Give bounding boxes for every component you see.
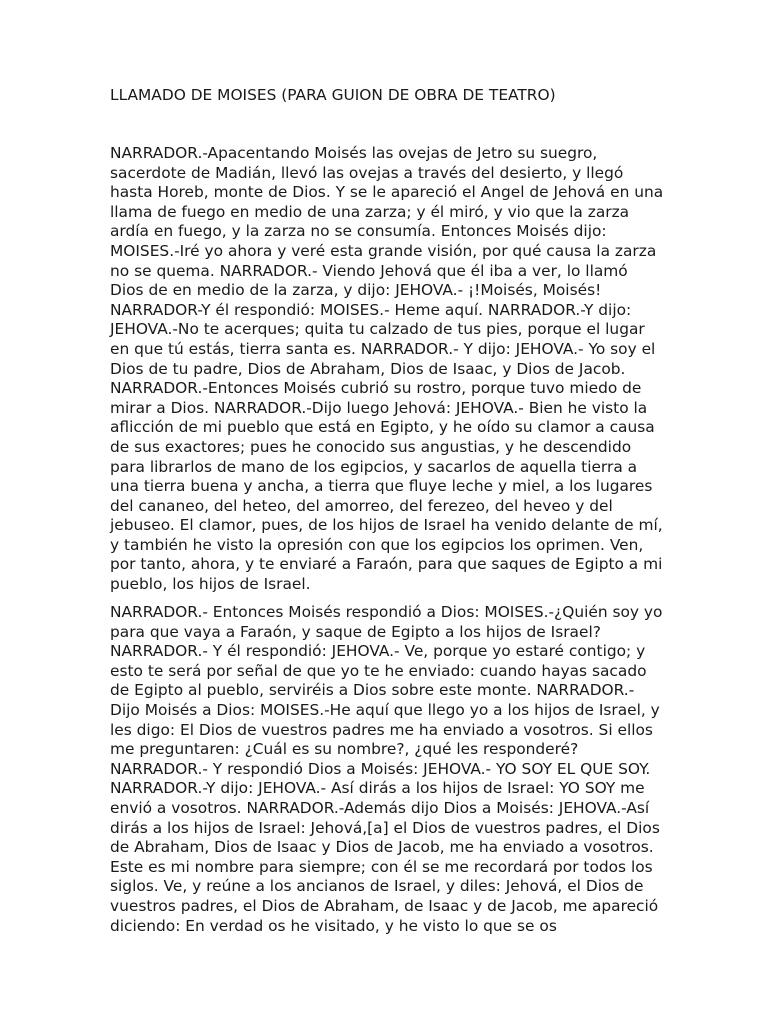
- document-title: LLAMADO DE MOISES (PARA GUION DE OBRA DE TEATRO): [110, 86, 556, 104]
- paragraph-1: NARRADOR.-Apacentando Moisés las ovejas de Jetro su suegro, sacerdote de Madián, llevó las ovejas a través del desierto, y llegó hasta Horeb, monte de Dios. Y se le apareció el Angel de Jehová en una llama de fuego en medio de una zarza; y él miró, y vio que la zarza ardía en fuego, y la zarza no se consumía. Entonces Moisés dijo: MOISES.-Iré yo ahora y veré esta grande visión, por qué causa la zarza no se quema. NARRADOR.- Viendo Jehová que él iba a ver, lo llamó Dios de en medio de la zarza, y dijo: JEHOVA.- ¡!Moisés, Moisés! NARRADOR-Y él respondió: MOISES.- Heme aquí. NARRADOR.-Y dijo: JEHOVA.-No te acerques; quita tu calzado de tus pies, porque el lugar en que tú estás, tierra santa es. NARRADOR.- Y dijo: JEHOVA.- Yo soy el Dios de tu padre, Dios de Abraham, Dios de Isaac, y Dios de Jacob. NARRADOR.-Entonces Moisés cubrió su rostro, porque tuvo miedo de mirar a Dios. NARRADOR.-Dijo luego Jehová: JEHOVA.- Bien he visto la aflicción de mi pueblo que está en Egipto, y he oído su clamor a causa de sus exactores; pues he conocido sus angustias, y he descendido para librarlos de mano de los egipcios, y sacarlos de aquella tierra a una tierra buena y ancha, a tierra que fluye leche y miel, a los lugares del cananeo, del heteo, del amorreo, del ferezeo, del heveo y del jebuseo. El clamor, pues, de los hijos de Israel ha venido delante de mí, y también he visto la opresión con que los egipcios los oprimen. Ven, por tanto, ahora, y te enviaré a Faraón, para que saques de Egipto a mi pueblo, los hijos de Israel.: [110, 144, 664, 594]
- paragraph-2: NARRADOR.- Entonces Moisés respondió a Dios: MOISES.-¿Quién soy yo para que vaya a Faraón, y saque de Egipto a los hijos de Israel? NARRADOR.- Y él respondió: JEHOVA.- Ve, porque yo estaré contigo; y esto te será por señal de que yo te he enviado: cuando hayas sacado de Egipto al pueblo, serviréis a Dios sobre este monte. NARRADOR.- Dijo Moisés a Dios: MOISES.-He aquí que llego yo a los hijos de Israel, y les digo: El Dios de vuestros padres me ha enviado a vosotros. Si ellos me preguntaren: ¿Cuál es su nombre?, ¿qué les responderé? NARRADOR.- Y respondió Dios a Moisés: JEHOVA.- YO SOY EL QUE SOY. NARRADOR.-Y dijo: JEHOVA.- Así dirás a los hijos de Israel: YO SOY me envió a vosotros. NARRADOR.-Además dijo Dios a Moisés: JEHOVA.-Así dirás a los hijos de Israel: Jehová,[a] el Dios de vuestros padres, el Dios de Abraham, Dios de Isaac y Dios de Jacob, me ha enviado a vosotros. Este es mi nombre para siempre; con él se me recordará por todos los siglos. Ve, y reúne a los ancianos de Israel, y diles: Jehová, el Dios de vuestros padres, el Dios de Abraham, de Isaac y de Jacob, me apareció diciendo: En verdad os he visitado, y he visto lo que se os: [110, 603, 663, 935]
